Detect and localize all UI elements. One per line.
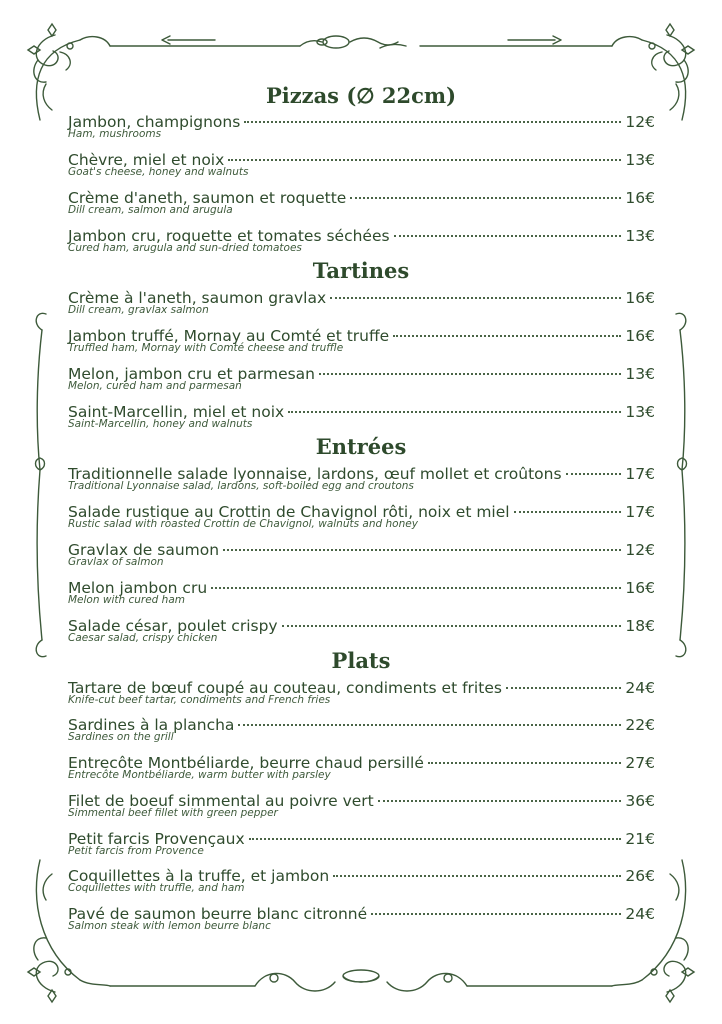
dot-leader [506, 687, 621, 689]
item-translation: Coquillettes with truffle, and ham [68, 882, 245, 894]
item-price: 24€ [625, 905, 655, 923]
dot-leader [514, 511, 622, 513]
top-center-flourish-icon [300, 36, 406, 48]
item-translation: Melon with cured ham [68, 594, 185, 606]
dot-leader [333, 875, 621, 877]
item-translation: Truffled ham, Mornay with Comté cheese and truffle [68, 342, 344, 354]
item-name: Melon jambon cru [68, 579, 208, 597]
item-price: 18€ [625, 617, 655, 635]
item-price: 17€ [625, 465, 655, 483]
item-name: Jambon cru, roquette et tomates séchées [68, 227, 390, 245]
menu-item [68, 151, 655, 185]
item-translation: Petit farcis from Provence [68, 845, 204, 857]
menu-item [68, 227, 655, 261]
item-price: 13€ [625, 151, 655, 169]
dot-leader [319, 373, 621, 375]
item-name: Filet de boeuf simmental au poivre vert [68, 792, 374, 810]
item-name: Melon, jambon cru et parmesan [68, 365, 316, 383]
menu-item [68, 403, 655, 437]
item-translation: Saint-Marcellin, honey and walnuts [68, 418, 253, 430]
scroll-flourish-icon [255, 970, 467, 991]
item-name: Traditionnelle salade lyonnaise, lardons, œuf mollet et croûtons [68, 465, 562, 483]
item-name: Crème d'aneth, saumon et roquette [68, 189, 347, 207]
dot-leader [238, 724, 621, 726]
item-price: 21€ [625, 830, 655, 848]
menu-item [68, 905, 655, 939]
dot-leader [566, 473, 622, 475]
item-translation: Dill cream, salmon and arugula [68, 204, 233, 216]
item-price: 12€ [625, 113, 655, 131]
item-price: 16€ [625, 189, 655, 207]
dot-leader [244, 121, 621, 123]
dot-leader [371, 913, 621, 915]
menu-item [68, 327, 655, 361]
item-price: 16€ [625, 289, 655, 307]
item-price: 13€ [625, 403, 655, 421]
item-name: Petit farcis Provençaux [68, 830, 245, 848]
item-translation: Ham, mushrooms [68, 128, 162, 140]
menu-item [68, 830, 655, 864]
item-name: Jambon truffé, Mornay au Comté et truffe [68, 327, 390, 345]
item-name: Sardines à la plancha [68, 716, 235, 734]
item-price: 13€ [625, 365, 655, 383]
item-name: Coquillettes à la truffe, et jambon [68, 867, 330, 885]
item-price: 26€ [625, 867, 655, 885]
menu-item [68, 503, 655, 537]
dot-leader [393, 335, 621, 337]
item-name: Tartare de bœuf coupé au couteau, condiments et frites [68, 679, 502, 697]
menu-item [68, 579, 655, 613]
right-side-flourish-icon [676, 313, 687, 656]
item-price: 13€ [625, 227, 655, 245]
item-translation: Caesar salad, crispy chicken [68, 632, 218, 644]
item-translation: Traditional Lyonnaise salad, lardons, soft-boiled egg and croutons [68, 480, 414, 492]
menu-item [68, 541, 655, 575]
section-title-entrees: Entrées [315, 434, 407, 459]
item-price: 16€ [625, 327, 655, 345]
menu-item [68, 617, 655, 651]
section-title-tartines: Tartines [312, 258, 410, 283]
menu-item [68, 792, 655, 826]
dot-leader [428, 762, 622, 764]
dot-leader [288, 411, 621, 413]
item-price: 36€ [625, 792, 655, 810]
item-translation: Dill cream, gravlax salmon [68, 304, 209, 316]
item-price: 22€ [625, 716, 655, 734]
item-price: 16€ [625, 579, 655, 597]
item-price: 27€ [625, 754, 655, 772]
dot-leader [394, 235, 622, 237]
item-translation: Goat's cheese, honey and walnuts [68, 166, 249, 178]
menu-item [68, 754, 655, 788]
item-translation: Salmon steak with lemon beurre blanc [68, 920, 271, 932]
dot-leader [330, 297, 621, 299]
dot-leader [211, 587, 621, 589]
dot-leader [350, 197, 621, 199]
dot-leader [378, 800, 622, 802]
menu-item [68, 365, 655, 399]
item-name: Gravlax de saumon [68, 541, 220, 559]
left-side-flourish-icon [36, 313, 47, 656]
arrow-flourish-icon [162, 36, 561, 44]
menu-item [68, 716, 655, 750]
item-name: Crème à l'aneth, saumon gravlax [68, 289, 327, 307]
item-translation: Gravlax of salmon [68, 556, 164, 568]
item-name: Saint-Marcellin, miel et noix [68, 403, 285, 421]
item-name: Chèvre, miel et noix [68, 151, 225, 169]
dot-leader [223, 549, 621, 551]
item-translation: Entrecôte Montbéliarde, warm butter with parsley [68, 769, 331, 781]
menu-item [68, 189, 655, 223]
item-translation: Cured ham, arugula and sun-dried tomatoes [68, 242, 302, 254]
menu-item [68, 113, 655, 147]
item-name: Entrecôte Montbéliarde, beurre chaud persillé [68, 754, 424, 772]
item-name: Jambon, champignons [68, 113, 241, 131]
item-name: Pavé de saumon beurre blanc citronné [68, 905, 368, 923]
item-translation: Melon, cured ham and parmesan [68, 380, 242, 392]
dot-leader [282, 625, 622, 627]
item-name: Salade césar, poulet crispy [68, 617, 278, 635]
menu-item [68, 867, 655, 901]
section-title-pizzas: Pizzas (∅ 22cm) [265, 83, 457, 108]
item-translation: Knife-cut beef tartar, condiments and French fries [68, 694, 331, 706]
item-translation: Rustic salad with roasted Crottin de Chavignol, walnuts and honey [68, 518, 418, 530]
menu-item [68, 679, 655, 713]
menu-item [68, 289, 655, 323]
item-price: 24€ [625, 679, 655, 697]
item-translation: Sardines on the grill [68, 731, 174, 743]
dot-leader [228, 159, 621, 161]
dot-leader [249, 838, 622, 840]
item-name: Salade rustique au Crottin de Chavignol rôti, noix et miel [68, 503, 510, 521]
item-translation: Simmental beef fillet with green pepper [68, 807, 278, 819]
item-price: 12€ [625, 541, 655, 559]
item-price: 17€ [625, 503, 655, 521]
section-title-plats: Plats [331, 648, 391, 673]
menu-item [68, 465, 655, 499]
